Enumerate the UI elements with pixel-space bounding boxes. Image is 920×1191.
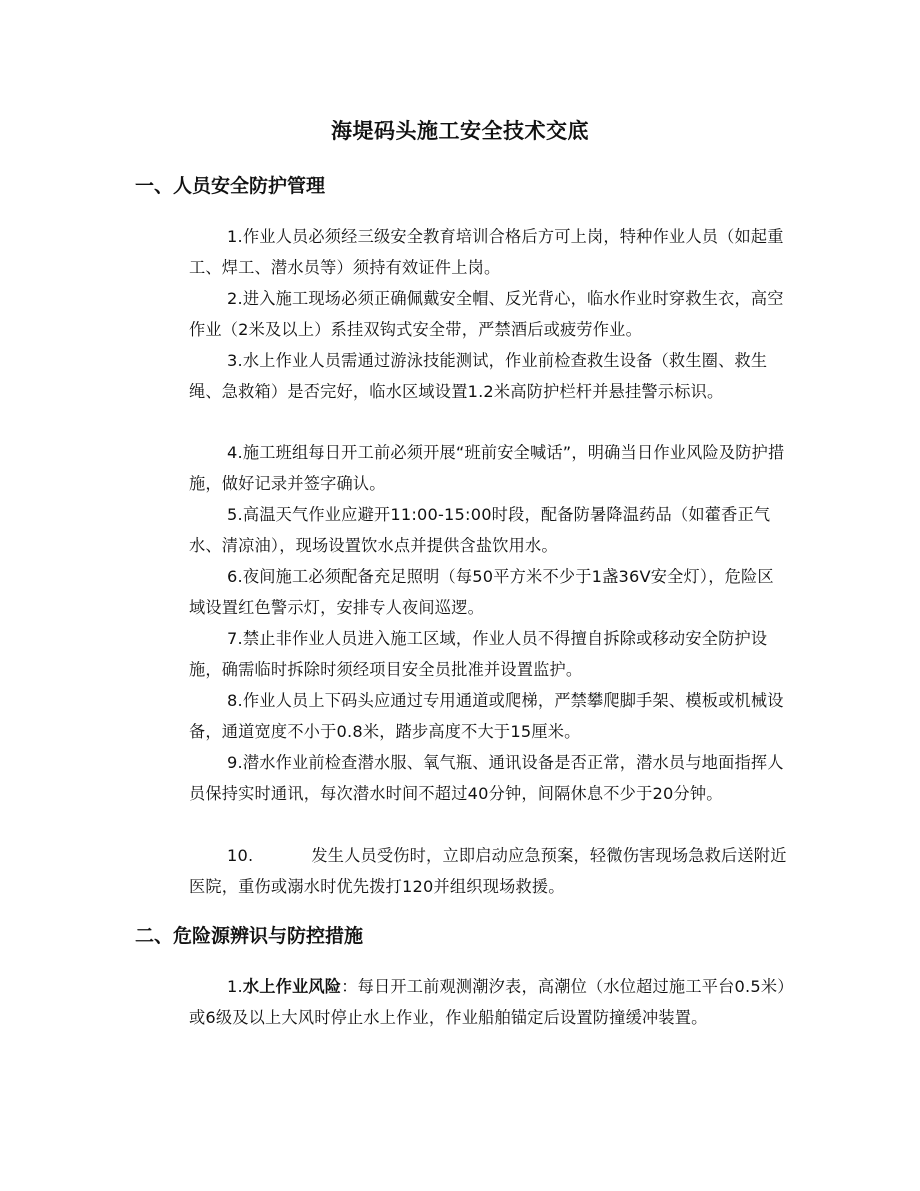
item-number: 7. [227,629,243,648]
paragraph-item [189,221,789,283]
paragraph-item [189,437,789,499]
paragraph-item [189,345,789,407]
item-text: 作业人员上下码头应通过专用通道或爬梯，严禁攀爬脚手架、模板或机械设备，通道宽度不小于0.8米，踏步高度不大于15厘米。 [189,691,784,741]
item-text: 进入施工现场必须正确佩戴安全帽、反光背心，临水作业时穿救生衣，高空作业（2米及以上）系挂双钩式安全带，严禁酒后或疲劳作业。 [189,289,784,339]
item-text: ：每日开工前观测潮汐表，高潮位（水位超过施工平台0.5米）或6级及以上大风时停止水上作业，作业船舶锚定后设置防撞缓冲装置。 [189,977,786,1027]
item-number: 1. [227,977,243,996]
item-text: 作业人员必须经三级安全教育培训合格后方可上岗，特种作业人员（如起重工、焊工、潜水员等）须持有效证件上岗。 [189,227,784,277]
item-term: 水上作业风险 [242,977,342,996]
paragraph-item [189,283,789,345]
item-text: 高温天气作业应避开11:00-15:00时段，配备防暑降温药品（如藿香正气水、清凉油），现场设置饮水点并提供含盐饮用水。 [189,505,771,555]
item-text: 发生人员受伤时，立即启动应急预案，轻微伤害现场急救后送附近医院，重伤或溺水时优先拨打120并组织现场救援。 [189,846,787,896]
item-number: 2. [227,289,243,308]
item-text: 水上作业人员需通过游泳技能测试，作业前检查救生设备（救生圈、救生绳、急救箱）是否完好，临水区域设置1.2米高防护栏杆并悬挂警示标识。 [189,351,768,401]
paragraph-item [189,623,789,685]
section-heading-hazards: 二、危险源辨识与防控措施 [135,925,364,947]
paragraph-item [189,971,789,1033]
paragraph-item [189,840,789,902]
item-text: 禁止非作业人员进入施工区域，作业人员不得擅自拆除或移动安全防护设施，确需临时拆除时须经项目安全员批准并设置监护。 [189,629,768,679]
item-number: 6. [227,567,243,586]
item-text: 夜间施工必须配备充足照明（每50平方米不少于1盏36V安全灯），危险区域设置红色警示灯，安排专人夜间巡逻。 [189,567,774,617]
item-number: 4. [227,443,243,462]
paragraph-item [189,499,789,561]
item-text: 施工班组每日开工前必须开展“班前安全喊话”，明确当日作业风险及防护措施，做好记录并签字确认。 [189,443,785,493]
paragraph-item [189,561,789,623]
item-number: 5. [227,505,243,524]
item-number: 9. [227,753,243,772]
paragraph-item [189,747,789,809]
item-number: 10. [227,846,254,865]
item-number: 1. [227,227,243,246]
paragraph-item [189,685,789,747]
section-heading-personnel: 一、人员安全防护管理 [135,175,326,197]
item-number: 3. [227,351,243,370]
item-number: 8. [227,691,243,710]
item-text: 潜水作业前检查潜水服、氧气瓶、通讯设备是否正常，潜水员与地面指挥人员保持实时通讯，每次潜水时间不超过40分钟，间隔休息不少于20分钟。 [189,753,784,803]
document-title: 海堤码头施工安全技术交底 [331,119,589,143]
